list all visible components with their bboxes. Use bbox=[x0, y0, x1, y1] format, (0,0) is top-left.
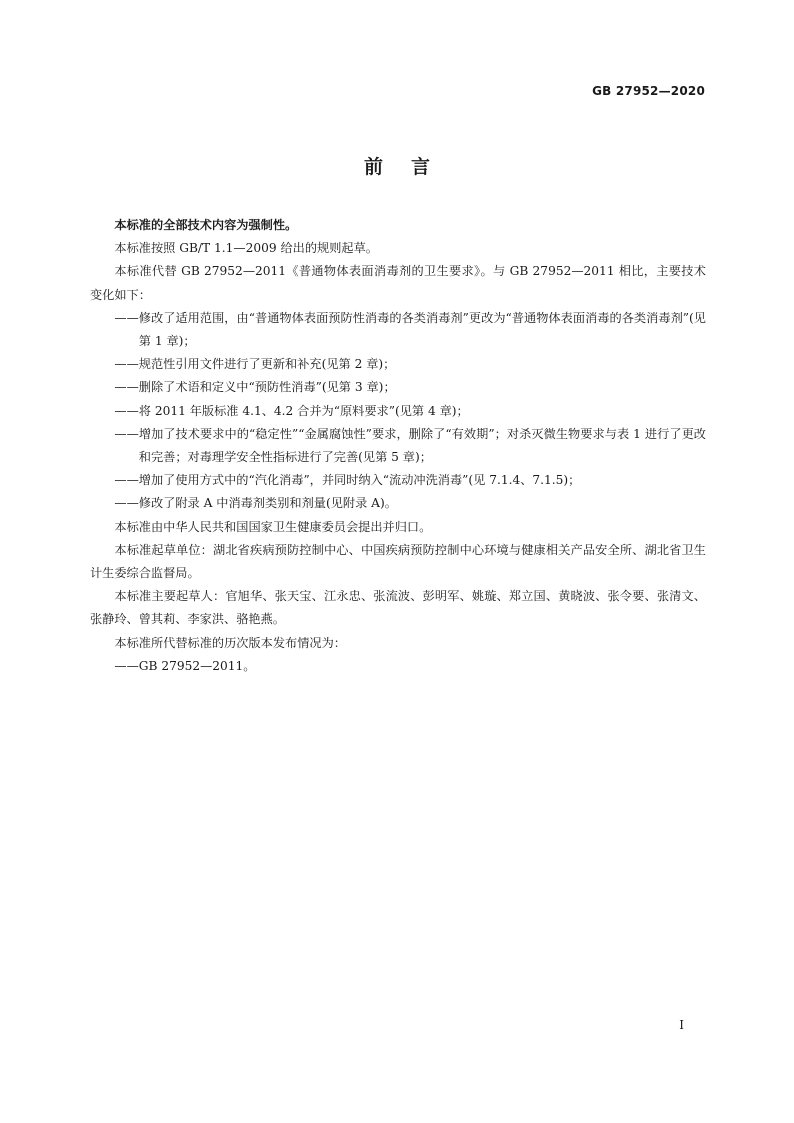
proposer-paragraph: 本标准由中华人民共和国国家卫生健康委员会提出并归口。 bbox=[114, 519, 432, 534]
drafting-units-paragraph: 本标准起草单位：湖北省疾病预防控制中心、中国疾病预防控制中心环境与健康相关产品安全所、湖北省卫生计生委综合监督局。 bbox=[90, 542, 706, 581]
changes-list bbox=[90, 307, 706, 516]
mandatory-statement: 本标准的全部技术内容为强制性。 bbox=[114, 218, 298, 232]
list-item: ——删除了术语和定义中“预防性消毒”(见第 3 章)； bbox=[114, 380, 396, 395]
document-body bbox=[90, 214, 706, 678]
page-number: I bbox=[679, 1018, 684, 1032]
drafters-paragraph: 本标准主要起草人：官旭华、张天宝、江永忠、张流波、彭明军、姚璇、郑立国、黄晓波、张令要、张清文、张静玲、曾其莉、李家洪、骆艳燕。 bbox=[90, 589, 706, 627]
list-item: ——将 2011 年版标准 4.1、4.2 合并为“原料要求”(见第 4 章)； bbox=[114, 403, 469, 418]
drafting-rules-paragraph: 本标准按照 GB/T 1.1—2009 给出的规则起草。 bbox=[114, 241, 378, 256]
replacement-paragraph: 本标准代替 GB 27952—2011《普通物体表面消毒剂的卫生要求》。与 GB 27952—2011 相比，主要技术变化如下： bbox=[90, 264, 706, 302]
history-intro-paragraph: 本标准所代替标准的历次版本发布情况为： bbox=[114, 635, 346, 650]
list-item: ——修改了附录 A 中消毒剂类别和剂量(见附录 A)。 bbox=[114, 496, 397, 511]
list-item: ——规范性引用文件进行了更新和补充(见第 2 章)； bbox=[114, 357, 396, 372]
list-item: ——修改了适用范围，由“普通物体表面预防性消毒的各类消毒剂”更改为“普通物体表面消毒的各类消毒剂”(见第 1 章)； bbox=[114, 310, 706, 349]
history-item: ——GB 27952—2011。 bbox=[114, 658, 256, 673]
page-title: 前言 bbox=[363, 156, 458, 178]
list-item: ——增加了使用方式中的“汽化消毒”，并同时纳入“流动冲洗消毒”(见 7.1.4、7.1.5)； bbox=[114, 473, 581, 488]
list-item: ——增加了技术要求中的“稳定性”“金属腐蚀性”要求，删除了“有效期”；对杀灭微生物要求与表 1 进行了更改和完善；对毒理学安全性指标进行了完善(见第 5 章)； bbox=[114, 426, 706, 465]
standard-number: GB 27952—2020 bbox=[592, 84, 705, 98]
